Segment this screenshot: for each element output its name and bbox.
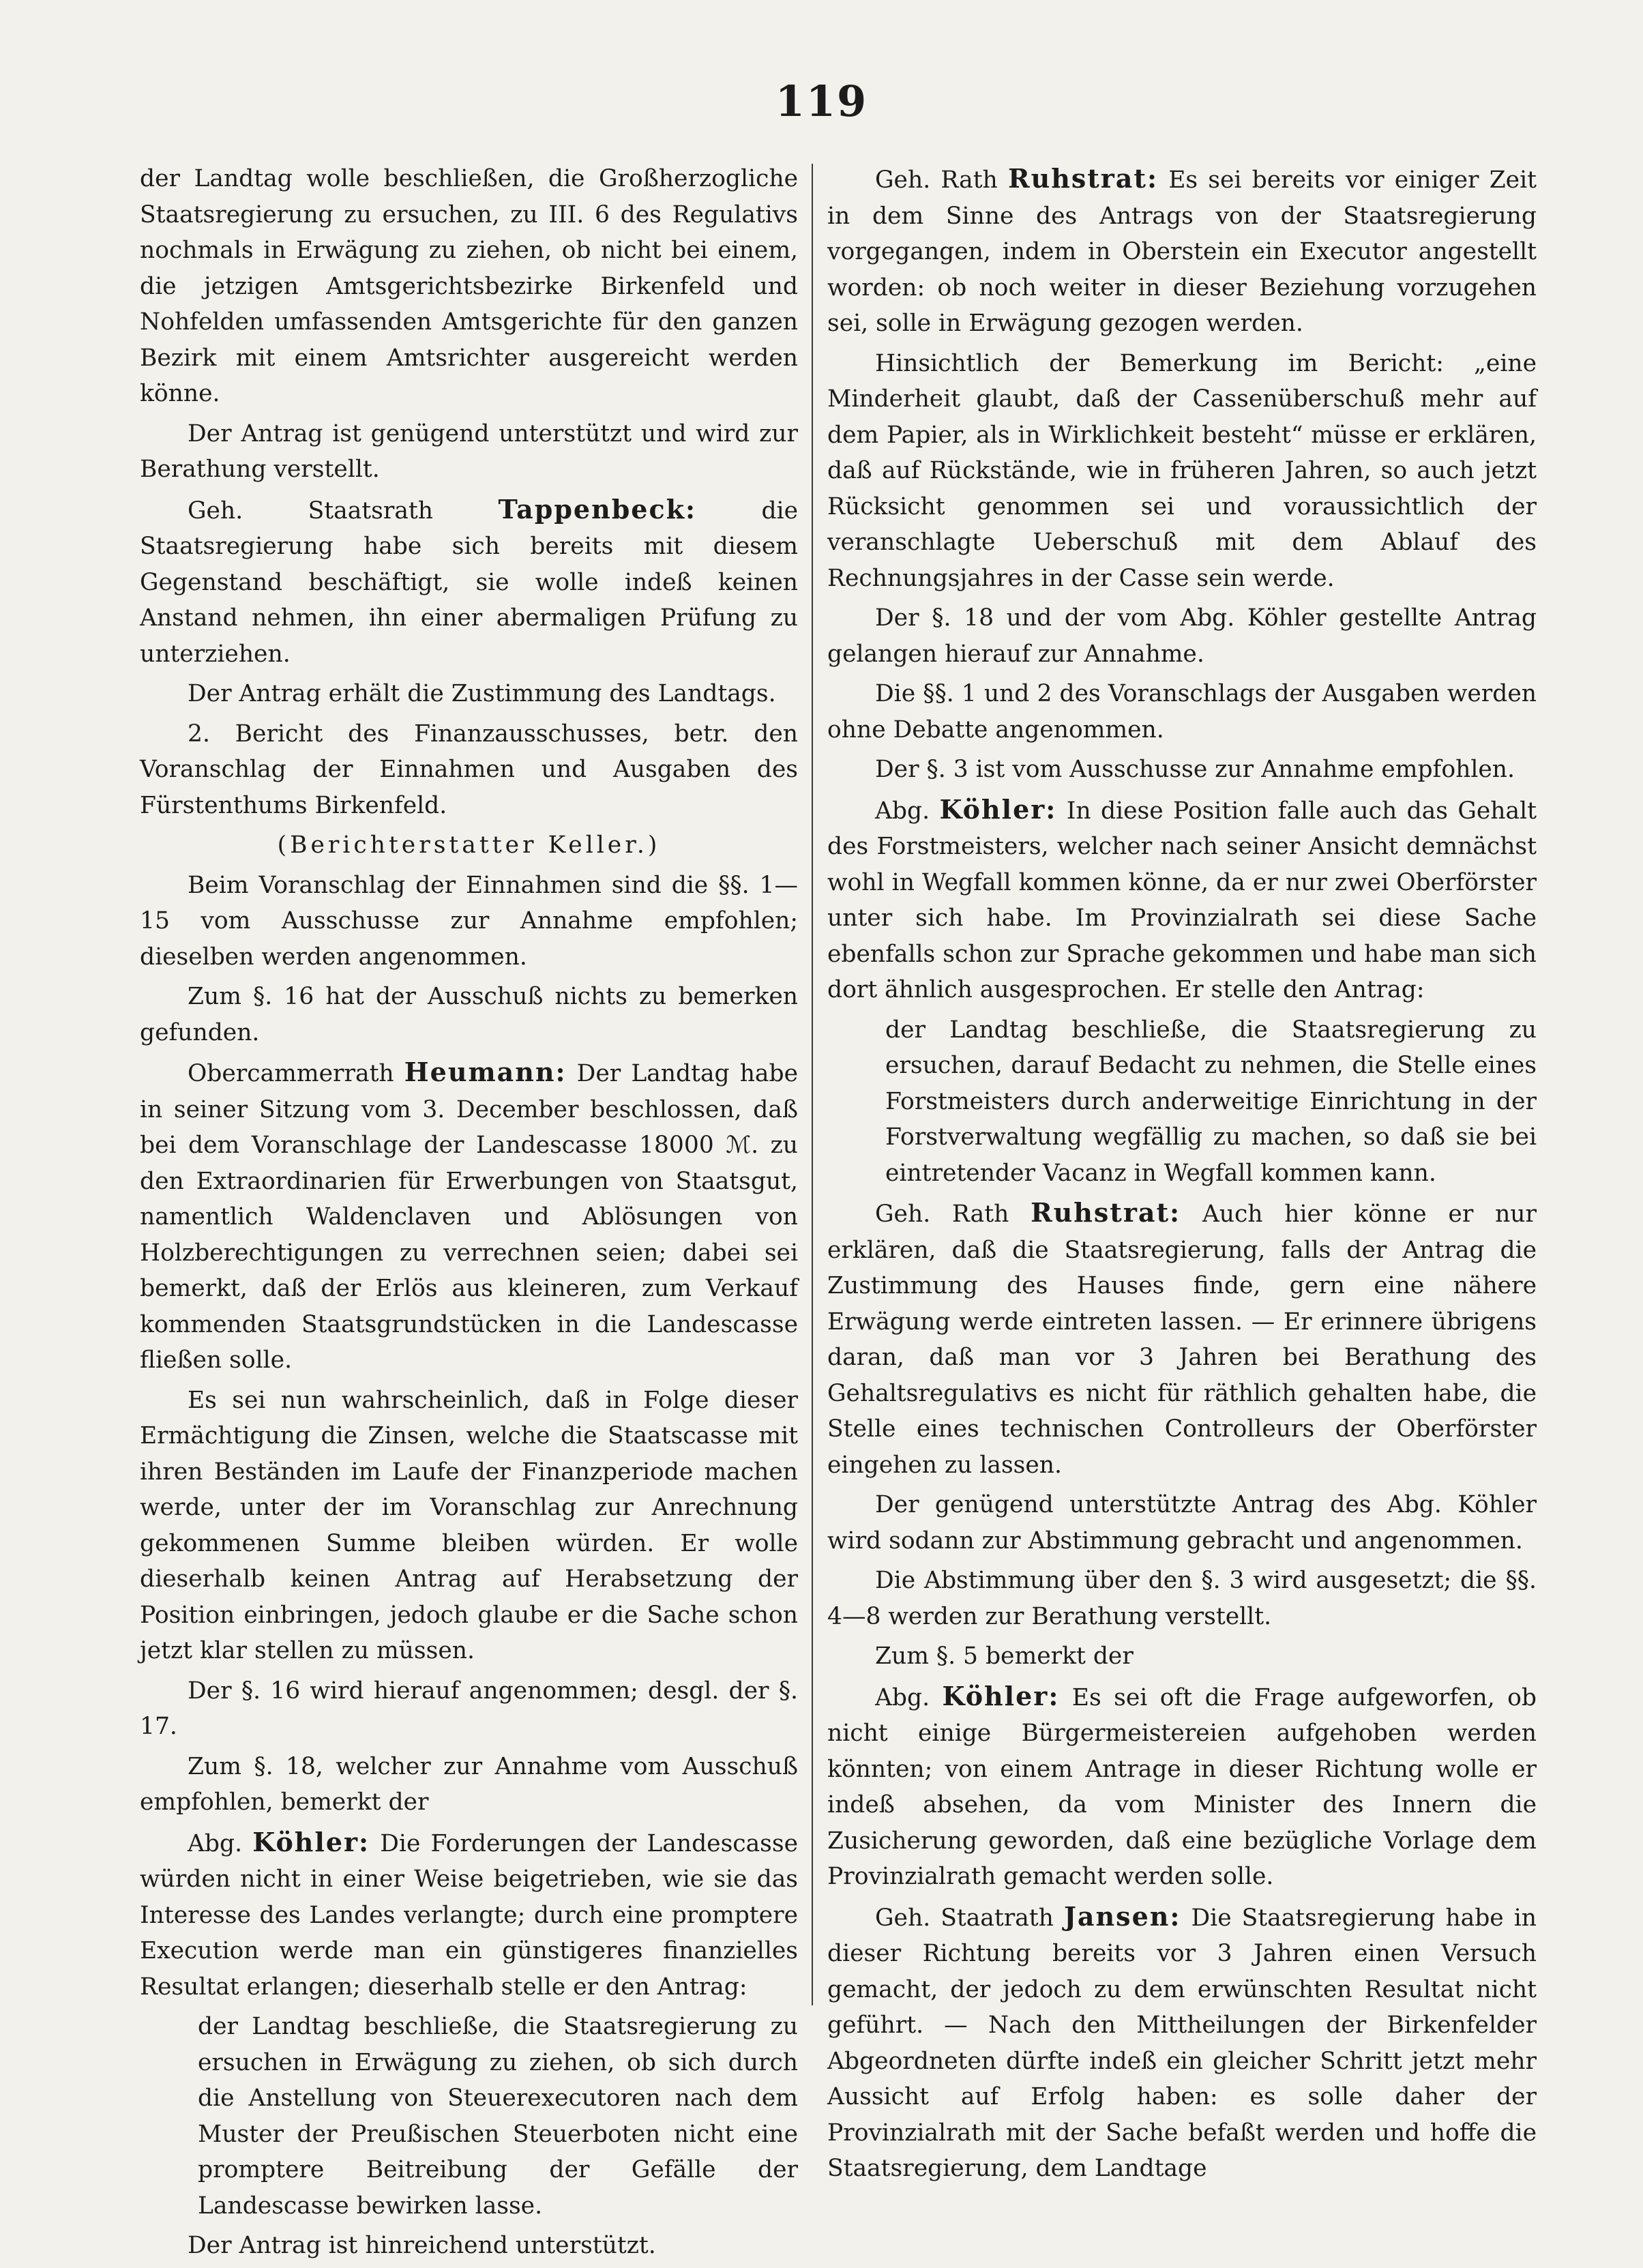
speaker-name: Köhler: [942,1680,1060,1711]
speaker-title: Geh. Rath [875,1201,1009,1228]
paragraph [140,716,798,824]
paragraph-text: Hinsichtlich der Bemerkung im Bericht: „eine Minderheit glaubt, daß der Cassenüberschuß mehr auf dem Papier, als in Wirklichkeit besteht“ müsse er erklären, daß auf Rückstände, wie in früheren Jahren, so auch jetzt Rücksicht genommen sei und voraussichtlich der veranschlagte Ueberschuß mit dem Ablauf des Rechnungsjahres in der Casse sein werde. [827,349,1537,592]
speaker-name: Köhler: [252,1826,370,1857]
paragraph [827,676,1537,748]
paragraph [140,1383,798,1669]
paragraph [140,2228,798,2264]
speaker-title: Obercammerrath [188,1060,394,1087]
paragraph-text: Der §. 3 ist vom Ausschusse zur Annahme empfohlen. [875,756,1515,783]
speech-text: Der Landtag habe in seiner Sitzung vom 3. December beschlossen, daß bei dem Voranschlage der Landescasse 18000 ℳ. zu den Extraordinarien für Erwerbungen von Staatsgut, namentlich Waldenclaven und Ablösungen von Holzberechtigungen zu verrechnen seien; dabei sei bemerkt, daß der Erlös aus kleineren, zum Verkauf kommenden Staatsgrundstücken in die Landescasse fließen solle. [140,1060,799,1374]
reporter-line [140,827,798,864]
paragraph-text: Zum §. 16 hat der Ausschuß nichts zu bemerken gefunden. [140,983,798,1046]
speaker-title: Abg. [188,1829,243,1857]
speech-text: Es sei bereits vor einiger Zeit in dem Sinne des Antrags von der Staatsregierung vorgegangen, indem in Oberstein ein Executor angestellt worden: ob noch weiter in dieser Beziehung vorzugehen sei, solle in Erwägung gezogen werden. [827,166,1537,337]
paragraph [827,1487,1537,1559]
paragraph-text: Die §§. 1 und 2 des Voranschlags der Ausgaben werden ohne Debatte angenommen. [827,680,1537,743]
speech-paragraph [827,1899,1537,2187]
paragraph [827,1563,1537,1634]
paragraph-text: Es sei nun wahrscheinlich, daß in Folge dieser Ermächtigung die Zinsen, welche die Staatscasse mit ihren Beständen im Laufe der Finanzperiode machen werde, unter der im Voranschlag zur Anrechnung gekommenen Summe bleiben würden. Er wolle dieserhalb keinen Antrag auf Herabsetzung der Position einbringen, jedoch glaube er die Sache schon jetzt klar stellen zu müssen. [140,1386,798,1664]
speech-paragraph [140,1055,798,1379]
paragraph [140,979,798,1050]
paragraph-text: 2. Bericht des Finanzausschusses, betr. den Voranschlag der Einnahmen und Ausgaben des Fürstenthums Birkenfeld. [140,720,798,819]
paragraph-text: Der §. 16 wird hierauf angenommen; desgl. der §. 17. [140,1677,798,1740]
paragraph-text: Der genügend unterstützte Antrag des Abg. Köhler wird sodann zur Abstimmung gebracht und angenommen. [827,1491,1537,1555]
paragraph [827,752,1537,788]
speaker-title: Abg. [875,1683,930,1711]
speaker-title: Geh. Staatrath [875,1904,1054,1932]
speech-paragraph [827,792,1537,1008]
motion-text [140,2009,798,2224]
speech-text: Die Forderungen der Landescasse würden nicht in einer Weise beigetrieben, wie sie das Interesse des Landes verlangte; durch eine promptere Execution werde man ein günstigeres finanzielles Resultat erlangen; dieserhalb stelle er den Antrag: [140,1829,798,2001]
speech-paragraph [140,492,798,673]
paragraph [827,1638,1537,1675]
paragraph [140,676,798,712]
speaker-title: Geh. Rath [875,166,998,194]
speaker-title: Abg. [875,797,930,825]
speech-paragraph [827,1679,1537,1895]
speaker-name: Ruhstrat: [1007,163,1158,194]
motion-body: der Landtag beschließe, die Staatsregierung zu ersuchen, darauf Bedacht zu nehmen, die Stelle eines Forstmeisters durch anderweitige Einrichtung in der Forstverwaltung wegfällig zu machen, so daß sie bei eintretender Vacanz in Wegfall kommen kann. [885,1016,1537,1187]
paragraph [827,346,1537,597]
speech-paragraph [140,1825,798,2005]
speech-text: Die Staatsregierung habe in dieser Richtung bereits vor 3 Jahren einen Versuch gemacht, der jedoch zu dem erwünschten Resultat nicht geführt. — Nach den Mittheilungen der Birkenfelder Abgeordneten dürfte indeß ein gleicher Schritt jetzt mehr Aussicht auf Erfolg haben: es solle daher der Provinzialrath mit der Sache befaßt werden und hoffe die Staatsregierung, dem Landtage [827,1904,1537,2182]
speech-text: In diese Position falle auch das Gehalt des Forstmeisters, welcher nach seiner Ansicht demnächst wohl in Wegfall kommen könne, da er nur zwei Oberförster unter sich habe. Im Provinzialrath sei diese Sache ebenfalls schon zur Sprache gekommen und habe man sich dort ähnlich ausgesprochen. Er stelle den Antrag: [827,797,1537,1003]
speaker-name: Ruhstrat: [1031,1197,1181,1228]
speaker-name: Köhler: [939,793,1057,825]
paragraph-text: Zum §. 5 bemerkt der [875,1643,1134,1670]
paragraph [140,868,798,975]
motion-text [827,1012,1537,1192]
paragraph-text: Der Antrag ist hinreichend unterstützt. [188,2232,656,2259]
motion-body: der Landtag beschließe, die Staatsregierung zu ersuchen in Erwägung zu ziehen, ob sich durch die Anstellung von Steuerexecutoren nach dem Muster der Preußischen Steuerboten nicht eine promptere Beitreibung der Gefälle der Landescasse bewirken lasse. [198,2013,798,2220]
speech-paragraph [827,161,1537,342]
paragraph-text: Der Antrag erhält die Zustimmung des Landtags. [188,680,776,707]
paragraph [827,600,1537,672]
paragraph [140,416,798,488]
paragraph [140,1673,798,1745]
page-number: 119 [775,76,868,126]
continued-paragraph [140,161,798,412]
paragraph-text: Der §. 18 und der vom Abg. Köhler gestellte Antrag gelangen hierauf zur Annahme. [827,604,1537,668]
speech-paragraph [827,1195,1537,1483]
speaker-name: Heumann: [404,1057,567,1087]
paragraph-text: Die Abstimmung über den §. 3 wird ausgesetzt; die §§. 4—8 werden zur Berathung verstellt. [827,1567,1537,1630]
paragraph [140,1749,798,1821]
speech-text: Auch hier könne er nur erklären, daß die Staatsregierung, falls der Antrag die Zustimmung des Hauses finde, gern eine nähere Erwägung werde eintreten lassen. — Er erinnere übrigens daran, daß man vor 3 Jahren bei Berathung des Gehaltsregulativs es nicht für räthlich gehalten habe, die Stelle eines technischen Controlleurs der Oberförster eingehen zu lassen. [827,1201,1537,1479]
paragraph-text: Der Antrag ist genügend unterstützt und wird zur Berathung verstellt. [140,419,798,483]
paragraph-text: Beim Voranschlag der Einnahmen sind die §§. 1—15 vom Ausschusse zur Annahme empfohlen; dieselben werden angenommen. [140,871,798,971]
left-column [140,161,798,2268]
speaker-title: Geh. Staatsrath [188,497,434,525]
paragraph-text: der Landtag wolle beschließen, die Großherzogliche Staatsregierung zu ersuchen, zu III. 6 des Regulativs nochmals in Erwägung zu ziehen, ob nicht bei einem, die jetzigen Amtsgerichtsbezirke Birkenfeld und Nohfelden umfassenden Amtsgerichte für den ganzen Bezirk mit einem Amtsrichter ausgereicht werden könne. [140,165,798,407]
column-divider [812,164,813,2005]
speaker-name: Jansen: [1063,1900,1181,1932]
right-column [827,161,1537,2191]
paragraph-text: Zum §. 18, welcher zur Annahme vom Ausschuß empfohlen, bemerkt der [140,1752,798,1816]
reporter-text: (Berichterstatter Keller.) [277,831,661,859]
speech-text: Es sei oft die Frage aufgeworfen, ob nicht einige Bürgermeistereien aufgehoben werden könnten; von einem Antrage in dieser Richtung wolle er indeß absehen, da vom Minister des Innern die Zusicherung geworden, daß eine bezügliche Vorlage dem Provinzialrath gemacht werden solle. [827,1683,1537,1890]
speech-text: die Staatsregierung habe sich bereits mit diesem Gegenstand beschäftigt, sie wolle indeß keinen Anstand nehmen, ihn einer abermaligen Prüfung zu unterziehen. [140,497,799,668]
speaker-name: Tappenbeck: [498,493,696,525]
